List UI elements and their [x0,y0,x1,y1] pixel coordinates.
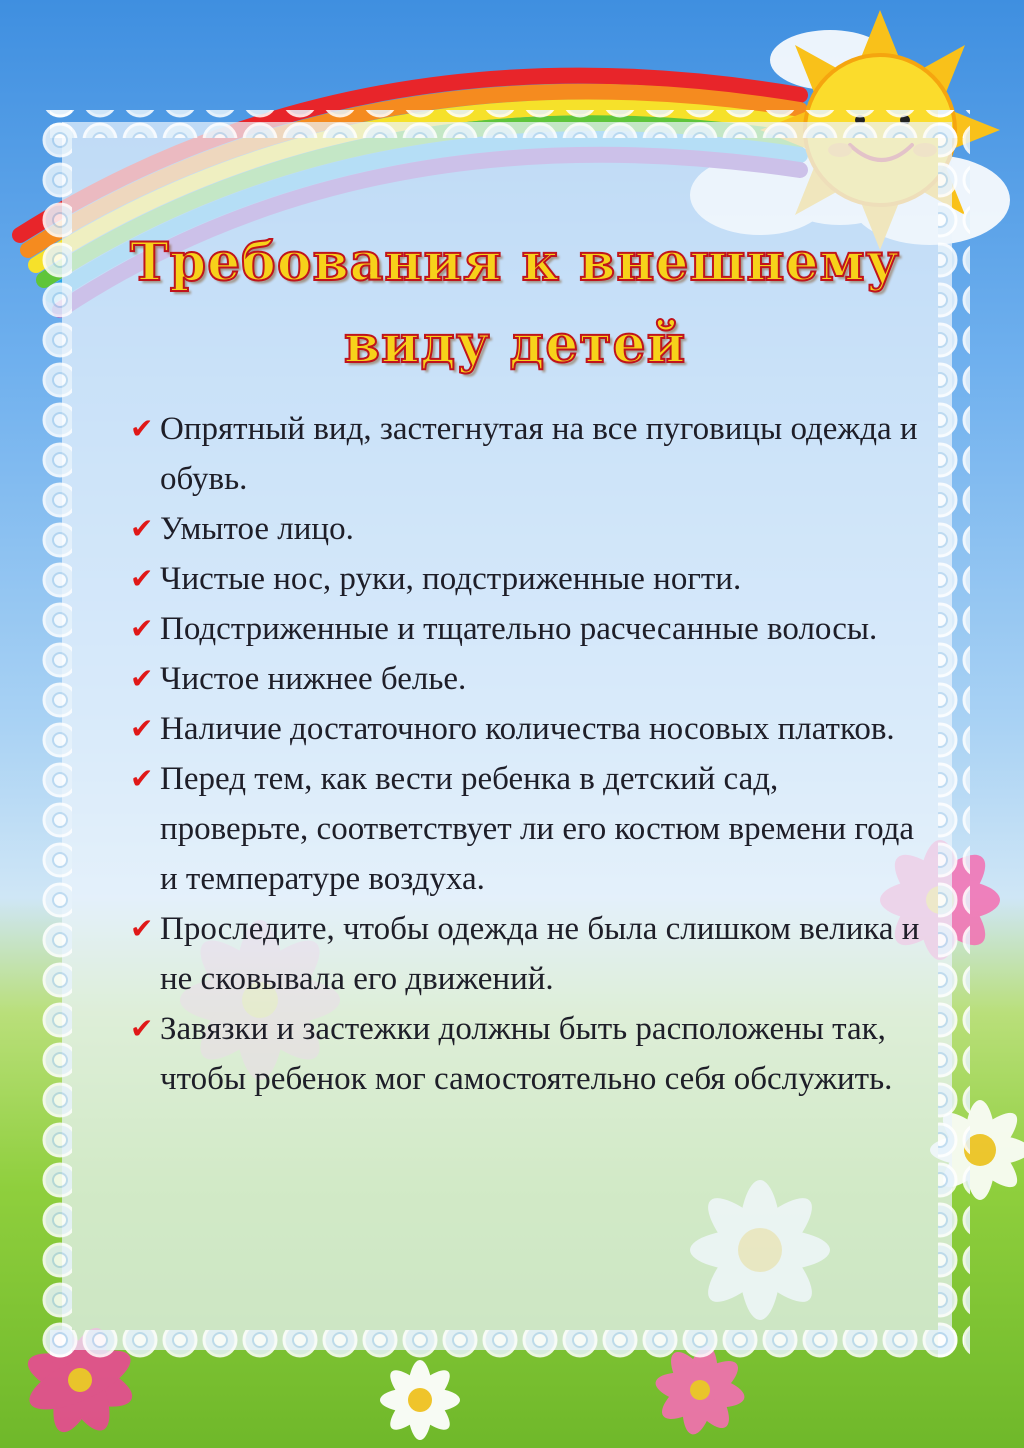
title-line-2: виду детей [343,314,687,375]
list-item-text: Опрятный вид, застегнутая на все пуговицы одежда и обувь. [160,411,918,497]
checkmark-icon: ✔ [130,562,154,595]
list-item-text: Проследите, чтобы одежда не была слишком велика и не сковывала его движений. [160,911,920,997]
list-item-text: Умытое лицо. [160,511,354,547]
page-title [120,222,910,386]
list-item [130,704,930,754]
list-item [130,754,930,904]
list-item-text: Чистые нос, руки, подстриженные ногти. [160,561,742,597]
list-item-text: Завязки и застежки должны быть расположены так, чтобы ребенок мог самостоятельно себя обслужить. [160,1011,893,1097]
checkmark-icon: ✔ [130,662,154,695]
checkmark-icon: ✔ [130,612,154,645]
checkmark-icon: ✔ [130,1012,154,1045]
list-item-text: Чистое нижнее белье. [160,661,467,697]
list-item-text: Перед тем, как вести ребенка в детский сад, проверьте, соответствует ли его костюм времени года и температуре воздуха. [160,761,915,897]
requirements-list [130,404,930,1104]
list-item-text: Подстриженные и тщательно расчесанные волосы. [160,611,878,647]
checkmark-icon: ✔ [130,762,154,795]
list-item [130,904,930,1004]
list-item-text: Наличие достаточного количества носовых платков. [160,711,895,747]
list-item [130,404,930,504]
title-line-1: Требования к внешнему [130,232,900,293]
checkmark-icon: ✔ [130,712,154,745]
list-item [130,1004,930,1104]
list-item [130,504,930,554]
list-item [130,654,930,704]
checkmark-icon: ✔ [130,512,154,545]
checkmark-icon: ✔ [130,912,154,945]
list-item [130,604,930,654]
checkmark-icon: ✔ [130,412,154,445]
list-item [130,554,930,604]
